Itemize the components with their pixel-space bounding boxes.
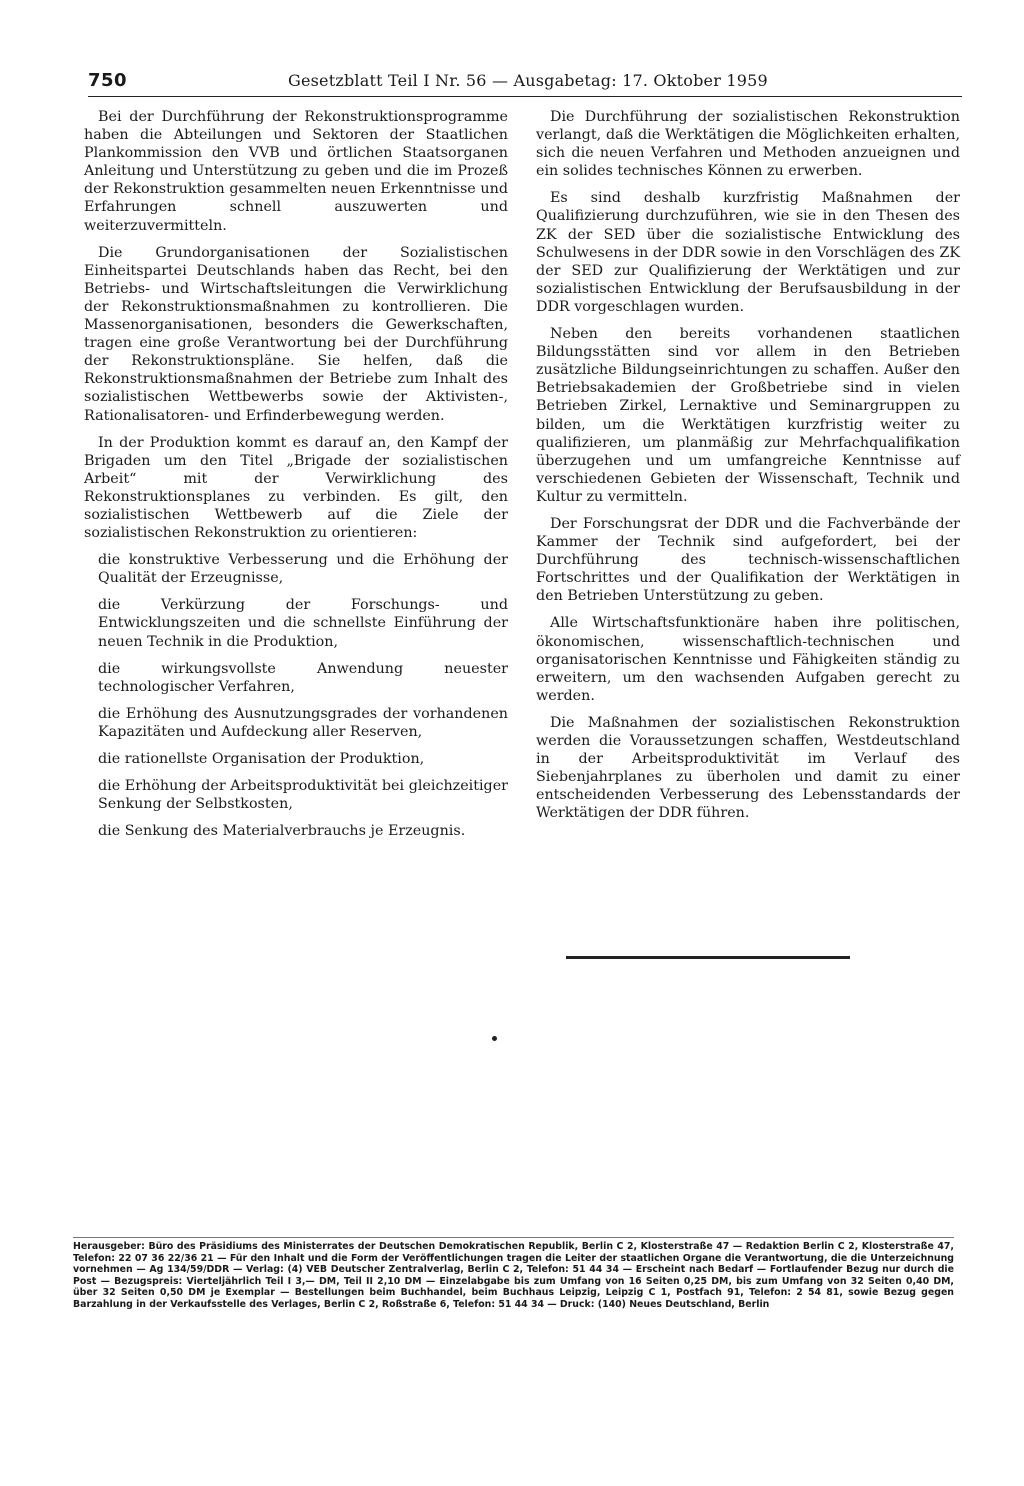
running-title: Gesetzblatt Teil I Nr. 56 — Ausgabetag: 17. Oktober 1959 (288, 71, 768, 90)
page-header (88, 70, 962, 97)
paragraph: Der Forschungsrat der DDR und die Fachverbände der Kammer der Technik sind aufgefordert, bei der Durchführung des technisch-wissenschaftlichen Fortschrittes und der Qualifikation der Werktätigen in den Betrieben Unterstützung zu geben. (536, 515, 960, 605)
ornament-dot (492, 1036, 497, 1041)
right-column (536, 108, 960, 831)
list-item: die Erhöhung der Arbeitsproduktivität bei gleichzeitiger Senkung der Selbstkosten, (98, 778, 508, 813)
list-item: die konstruktive Verbesserung und die Erhöhung der Qualität der Erzeugnisse, (98, 552, 508, 587)
paragraph: Die Maßnahmen der sozialistischen Rekonstruktion werden die Voraussetzungen schaffen, Westdeutschland in der Arbeitsproduktivität im Verlauf des Siebenjahrplanes zu überholen und damit zu einer entscheidenden Verbesserung des Lebensstandards der Werktätigen der DDR führen. (536, 714, 960, 822)
paragraph: Alle Wirtschaftsfunktionäre haben ihre politischen, ökonomischen, wissenschaftlich-technischen und organisatorischen Kenntnisse und Fähigkeiten ständig zu erweitern, um den wachsenden Aufgaben gerecht zu werden. (536, 615, 960, 704)
goals-list (84, 551, 508, 840)
page-number: 750 (88, 70, 128, 91)
end-rule (566, 956, 850, 959)
paragraph: Die Durchführung der sozialistischen Rekonstruktion verlangt, daß die Werktätigen die Möglichkeiten erhalten, sich die neuen Verfahren und Methoden anzueignen und ein solides technisches Können zu erwerben. (536, 109, 960, 180)
paragraph: Die Grundorganisationen der Sozialistischen Einheitspartei Deutschlands haben das Recht, bei den Betriebs- und Wirtschaftsleitungen die Verwirklichung der Rekonstruktionsmaßnahmen zu kontrollieren. Die Massenorganisationen, besonders die Gewerkschaften, tragen eine große Verantwortung bei der Durchführung der Rekonstruktionspläne. Sie helfen, daß die Rekonstruktionsmaßnahmen der Betriebe zum Inhalt des sozialistischen Wettbewerbs sowie der Aktivisten-, Rationalisatoren- und Erfinderbewegung werden. (84, 244, 508, 424)
imprint: Herausgeber: Büro des Präsidiums des Ministerrates der Deutschen Demokratischen Republik, Berlin C 2, Klosterstraße 47 — Redaktion Berlin C 2, Klosterstraße 47, Telefon: 22 07 36 22/36 21 — Für den Inhalt und die Form der Veröffentlichungen tragen die Leiter der staatlichen Organe die Verantwortung, die die Unterzeichnung vornehmen — Ag 134/59/DDR — Verlag: (4) VEB Deutscher Zentralverlag, Berlin C 2, Telefon: 51 44 34 — Erscheint nach Bedarf — Fortlaufender Bezug nur durch die Post — Bezugspreis: Vierteljährlich Teil I 3,— DM, Teil II 2,10 DM — Einzelabgabe bis zum Umfang von 16 Seiten 0,25 DM, bis zum Umfang von 32 Seiten 0,40 DM, über 32 Seiten 0,50 DM je Exemplar — Bestellungen beim Buchhandel, beim Buchhaus Leipzig, Leipzig C 1, Postfach 91, Telefon: 2 54 81, sowie Bezug gegen Barzahlung in der Verkaufsstelle des Verlages, Berlin C 2, Roßstraße 6, Telefon: 51 44 34 — Druck: (140) Neues Deutschland, Berlin (73, 1237, 954, 1311)
list-item: die Senkung des Materialverbrauchs je Erzeugnis. (98, 823, 466, 840)
list-item: die rationellste Organisation der Produktion, (98, 751, 425, 767)
list-item: die Verkürzung der Forschungs- und Entwicklungszeiten und die schnellste Einführung der neuen Technik in die Produktion, (98, 597, 508, 650)
left-column (84, 108, 508, 849)
paragraph: Es sind deshalb kurzfristig Maßnahmen der Qualifizierung durchzuführen, wie sie in den Thesen des ZK der SED über die sozialistische Entwicklung des Schulwesens in der DDR sowie in den Vorschlägen des ZK der SED zur Qualifizierung der Werktätigen und zur sozialistischen Entwicklung der Berufsausbildung in der DDR vorgeschlagen wurden. (536, 190, 960, 315)
list-item: die wirkungsvollste Anwendung neuester technologischer Verfahren, (98, 660, 508, 695)
list-item: die Erhöhung des Ausnutzungsgrades der vorhandenen Kapazitäten und Aufdeckung aller Reserven, (98, 705, 508, 740)
paragraph: Neben den bereits vorhandenen staatlichen Bildungsstätten sind vor allem in den Betrieben zusätzliche Bildungseinrichtungen zu schaffen. Außer den Betriebsakademien der Großbetriebe sind in vielen Betrieben Zirkel, Lernaktive und Seminargruppen zu bilden, um die Werktätigen kurzfristig weiter zu qualifizieren, um planmäßig zur Mehrfachqualifikation überzugehen und um umfangreiche Kenntnisse auf verschiedenen Gebieten der Wissenschaft, Technik und Kultur zu vermitteln. (536, 326, 960, 505)
paragraph: Bei der Durchführung der Rekonstruktionsprogramme haben die Abteilungen und Sektoren der Staatlichen Plankommission den VVB und örtlichen Staatsorganen Anleitung und Unterstützung zu geben und die im Prozeß der Rekonstruktion gesammelten neuen Erkenntnisse und Erfahrungen schnell auszuwerten und weiterzuvermitteln. (84, 109, 508, 234)
paragraph: In der Produktion kommt es darauf an, den Kampf der Brigaden um den Titel „Brigade der sozialistischen Arbeit“ mit der Verwirklichung des Rekonstruktionsplanes zu verbinden. Es gilt, den sozialistischen Wettbewerb auf die Ziele der sozialistischen Rekonstruktion zu orientieren: (84, 434, 508, 542)
